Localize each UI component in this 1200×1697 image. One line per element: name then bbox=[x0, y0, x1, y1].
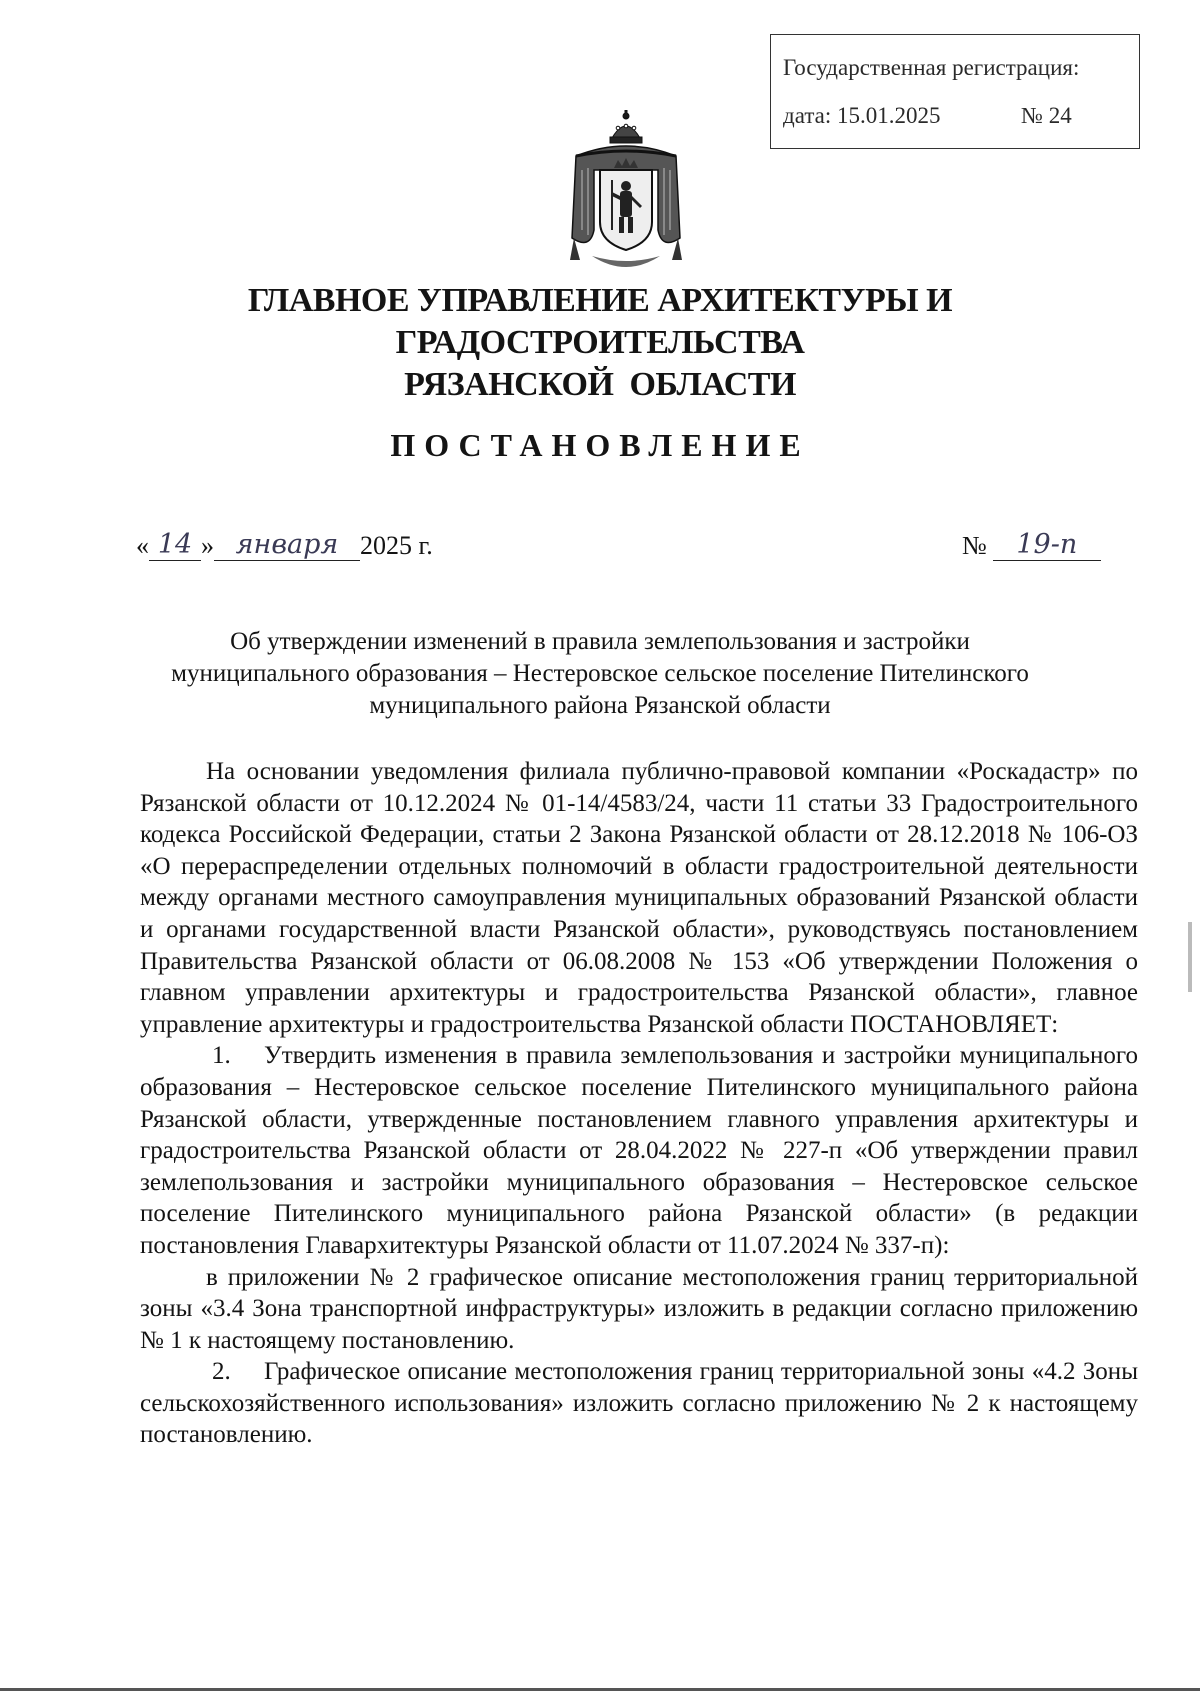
date-year: 2025 г. bbox=[360, 531, 433, 560]
registration-title: Государственная регистрация: bbox=[783, 55, 1080, 80]
item-2-text: Графическое описание местоположения границ территориальной зоны «4.2 Зоны сельскохозяйственного использования» изложить согласно приложению № 2 к настоящему постановлению. bbox=[140, 1358, 1138, 1449]
item-1-paragraph bbox=[140, 1040, 1138, 1261]
date-open-quote: « bbox=[136, 531, 149, 560]
date-close-quote: » bbox=[201, 531, 214, 560]
resolution-subject bbox=[120, 626, 1080, 722]
agency-line-1: ГЛАВНОЕ УПРАВЛЕНИЕ АРХИТЕКТУРЫ И ГРАДОСТРОИТЕЛЬСТВА bbox=[247, 282, 953, 361]
registration-number: № 24 bbox=[1021, 103, 1072, 128]
resolution-number bbox=[962, 530, 1101, 561]
item-1-text: Утвердить изменения в правила землепользования и застройки муниципального образования – Нестеровское сельское поселение Пителинского муниципального района Рязанской области, утвержденные постановлением главного управления архитектуры и градостроительства Рязанской области от 28.04.2022 № 227-п «Об утверждении правил землепользования и застройки муниципального образования – Нестеровское сельское поселение Пителинского муниципального района Рязанской области» (в редакции постановления Главархитектуры Рязанской области от 11.07.2024 № 337-п): bbox=[140, 1042, 1138, 1259]
ryazan-coat-of-arms-icon bbox=[562, 110, 690, 278]
subject-line-1: Об утверждении изменений в правила землепользования и застройки bbox=[230, 628, 970, 655]
subject-line-3: муниципального района Рязанской области bbox=[369, 692, 831, 719]
document-type-title: ПОСТАНОВЛЕНИЕ bbox=[390, 427, 810, 463]
resolution-date bbox=[136, 530, 433, 561]
handwritten-month: января bbox=[214, 530, 360, 561]
preamble-paragraph: На основании уведомления филиала публично-правовой компании «Роскадастр» по Рязанской области от 10.12.2024 № 01-14/4583/24, части 11 статьи 33 Градостроительного кодекса Российской Федерации, статьи 2 Закона Рязанской области от 28.12.2018 № 106-ОЗ «О перераспределении отдельных полномочий в области градостроительной деятельности между органами местного самоуправления муниципальных образований Рязанской области и органами государственной власти Рязанской области», руководствуясь постановлением Правительства Рязанской области от 06.08.2008 № 153 «Об утверждении Положения о главном управлении архитектуры и градостроительства Рязанской области», главное управление архитектуры и градостроительства Рязанской области ПОСТАНОВЛЯЕТ: bbox=[140, 758, 1138, 1038]
subject-line-2: муниципального образования – Нестеровское сельское поселение Пителинского bbox=[171, 660, 1029, 687]
item-1-subparagraph: в приложении № 2 графическое описание местоположения границ территориальной зоны «3.4 Зона транспортной инфраструктуры» изложить в редакции согласно приложению № 1 к настоящему постановлению. bbox=[140, 1263, 1138, 1354]
number-label: № bbox=[962, 531, 987, 560]
agency-name bbox=[100, 280, 1100, 406]
registration-stamp bbox=[770, 34, 1140, 149]
bottom-scan-edge bbox=[0, 1688, 1200, 1691]
registration-date: дата: 15.01.2025 bbox=[783, 103, 941, 128]
handwritten-number: 19-п bbox=[993, 530, 1101, 561]
scan-artifact bbox=[1188, 922, 1192, 992]
handwritten-day: 14 bbox=[149, 530, 201, 561]
item-2-paragraph bbox=[140, 1356, 1138, 1451]
resolution-body bbox=[140, 756, 1138, 1451]
agency-line-2: РЯЗАНСКОЙ ОБЛАСТИ bbox=[404, 366, 796, 403]
item-2-number: 2. bbox=[212, 1358, 231, 1386]
item-1-number: 1. bbox=[212, 1042, 231, 1070]
